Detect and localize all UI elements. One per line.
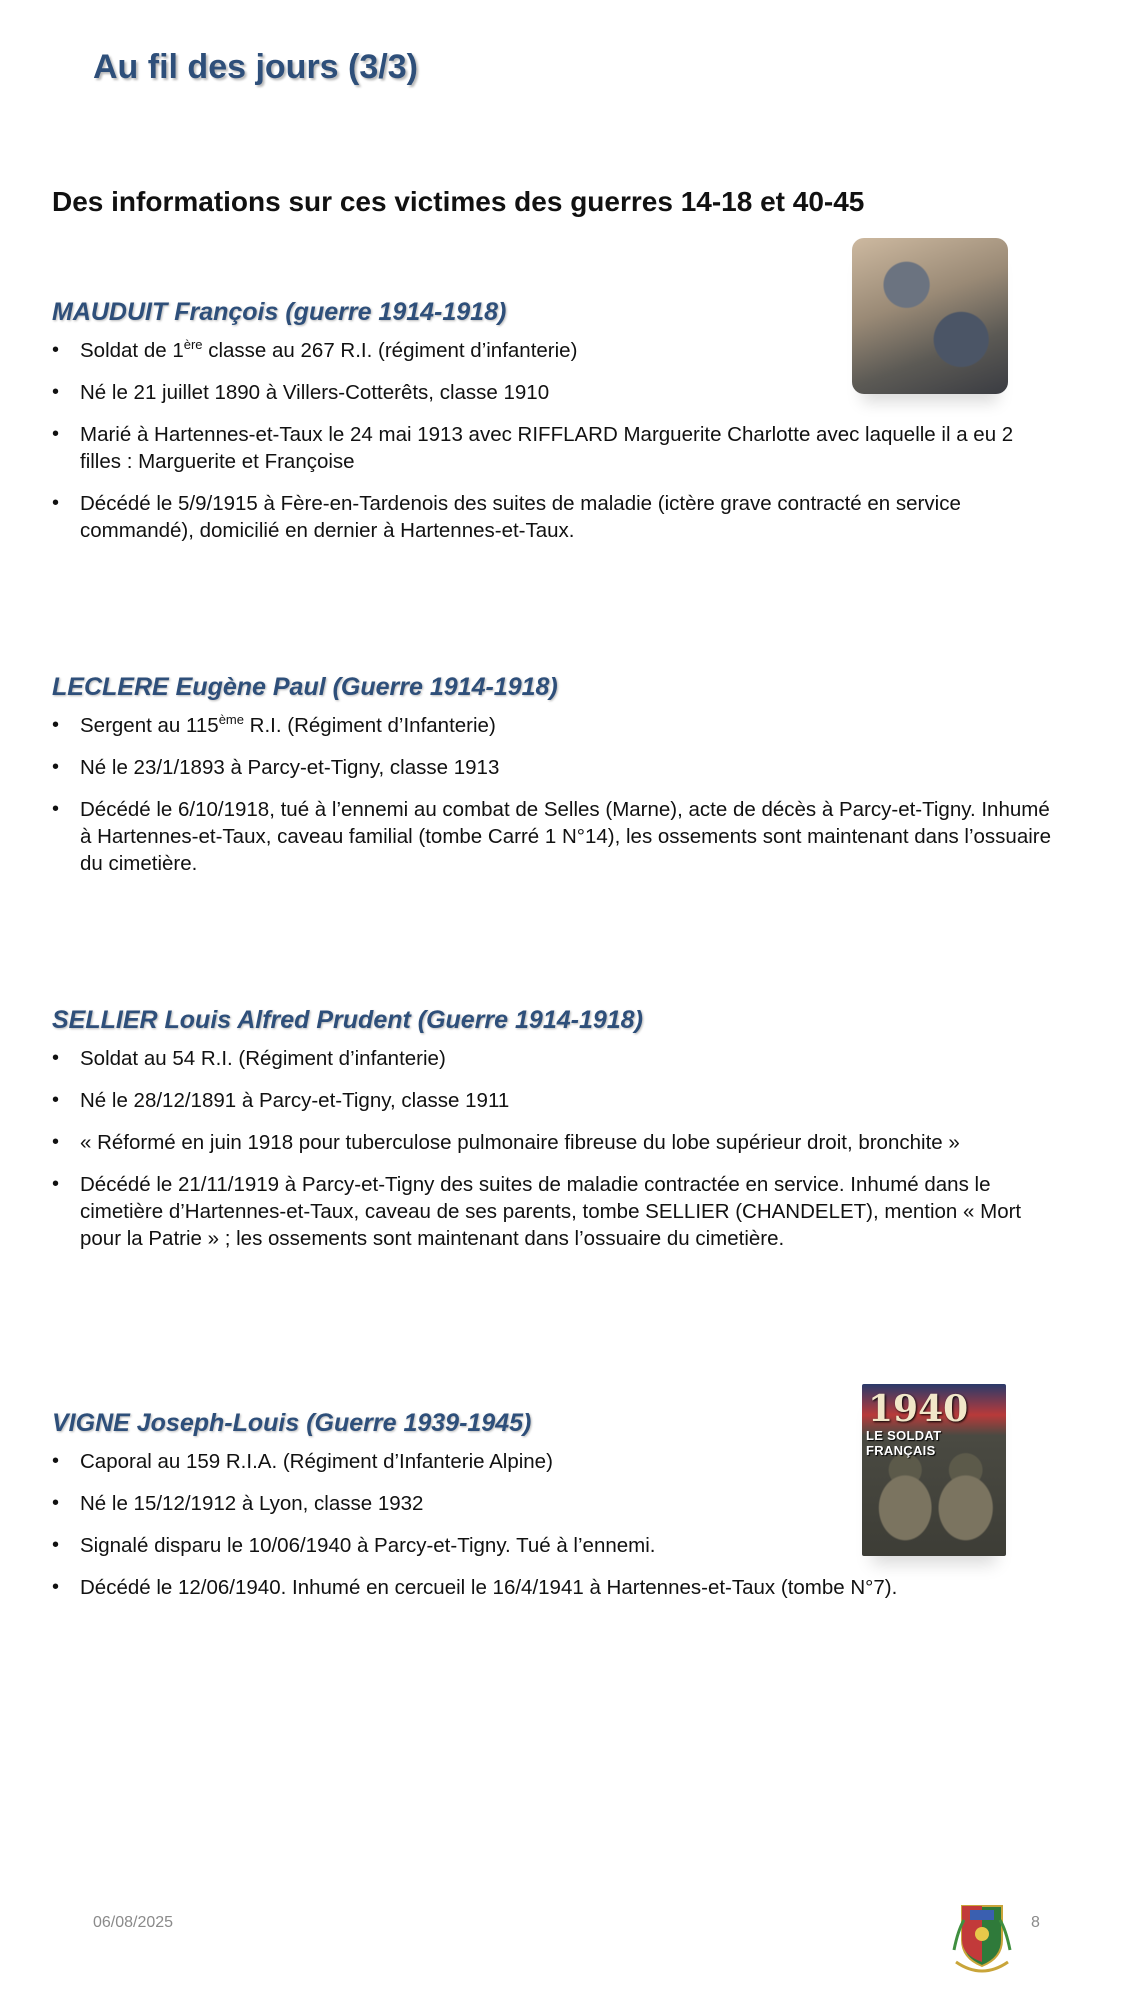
book-cover-title: LE SOLDAT FRANÇAIS [866, 1428, 942, 1458]
bullet-item: • Né le 28/12/1891 à Parcy-et-Tigny, classe 1911 [52, 1087, 1052, 1114]
bullet-list [52, 1045, 1052, 1252]
bullet-item: • Décédé le 21/11/1919 à Parcy-et-Tigny des suites de maladie contractée en service. Inhumé dans le cimetière d’Hartennes-et-Taux, caveau de ses parents, tombe SELLIER (CHANDELET), mention « Mort pour la Patrie » ; les ossements sont maintenant dans l’ossuaire du cimetière. [52, 1171, 1052, 1252]
section-heading: MAUDUIT François (guerre 1914-1918) [52, 298, 507, 326]
bullet-item: • Décédé le 5/9/1915 à Fère-en-Tardenois des suites de maladie (ictère grave contracté en service commandé), domicilié en dernier à Hartennes-et-Taux. [52, 490, 1052, 544]
bullet-item: • Signalé disparu le 10/06/1940 à Parcy-et-Tigny. Tué à l’ennemi. [52, 1532, 1052, 1559]
section-heading: SELLIER Louis Alfred Prudent (Guerre 1914-1918) [52, 1006, 643, 1034]
bullet-list [52, 712, 1052, 877]
section-heading: LECLERE Eugène Paul (Guerre 1914-1918) [52, 673, 558, 701]
page-subtitle: Des informations sur ces victimes des guerres 14-18 et 40-45 [52, 186, 865, 217]
section-leclere [52, 673, 1052, 892]
page-number: 8 [1031, 1914, 1040, 1931]
bullet-item: • Soldat au 54 R.I. (Régiment d’infanterie) [52, 1045, 1052, 1072]
book-cover-year: 1940 [868, 1388, 969, 1430]
bullet-item: • Décédé le 6/10/1918, tué à l’ennemi au combat de Selles (Marne), acte de décès à Parcy-et-Tigny. Inhumé à Hartennes-et-Taux, caveau familial (tombe Carré 1 N°14), les ossements sont maintenant dans l’ossuaire du cimetière. [52, 796, 1052, 877]
bullet-item: • Caporal au 159 R.I.A. (Régiment d’Infanterie Alpine) [52, 1448, 1052, 1475]
bullet-item: • Né le 15/12/1912 à Lyon, classe 1932 [52, 1490, 1052, 1517]
ww1-soldiers-painting-icon [852, 238, 1008, 394]
bullet-item: • Marié à Hartennes-et-Taux le 24 mai 1913 avec RIFFLARD Marguerite Charlotte avec laquelle il a eu 2 filles : Marguerite et Françoise [52, 421, 1052, 475]
bullet-item: • Décédé le 12/06/1940. Inhumé en cercueil le 16/4/1941 à Hartennes-et-Taux (tombe N°7). [52, 1574, 1052, 1601]
section-sellier [52, 1006, 1052, 1267]
bullet-item: • Né le 21 juillet 1890 à Villers-Cotterêts, classe 1910 [52, 379, 1052, 406]
bullet-text: Soldat de 1 [80, 339, 184, 362]
book-cover-image [862, 1384, 1006, 1556]
bullet-item: • « Réformé en juin 1918 pour tuberculose pulmonaire fibreuse du lobe supérieur droit, bronchite » [52, 1129, 1052, 1156]
footer-date: 06/08/2025 [93, 1914, 174, 1931]
bullet-text: classe au 267 R.I. (régiment d’infanterie) [202, 339, 578, 362]
bullet-item: • Né le 23/1/1893 à Parcy-et-Tigny, classe 1913 [52, 754, 1052, 781]
superscript: ère [183, 337, 203, 353]
page-title: Au fil des jours (3/3) [93, 48, 418, 86]
bullet-item [52, 712, 1052, 739]
bullet-text: R.I. (Régiment d’Infanterie) [243, 714, 496, 737]
coat-of-arms-icon [952, 1900, 1012, 1976]
section-heading: VIGNE Joseph-Louis (Guerre 1939-1945) [52, 1409, 532, 1437]
bullet-text: Sergent au 115 [80, 714, 219, 737]
superscript: ème [218, 712, 244, 728]
